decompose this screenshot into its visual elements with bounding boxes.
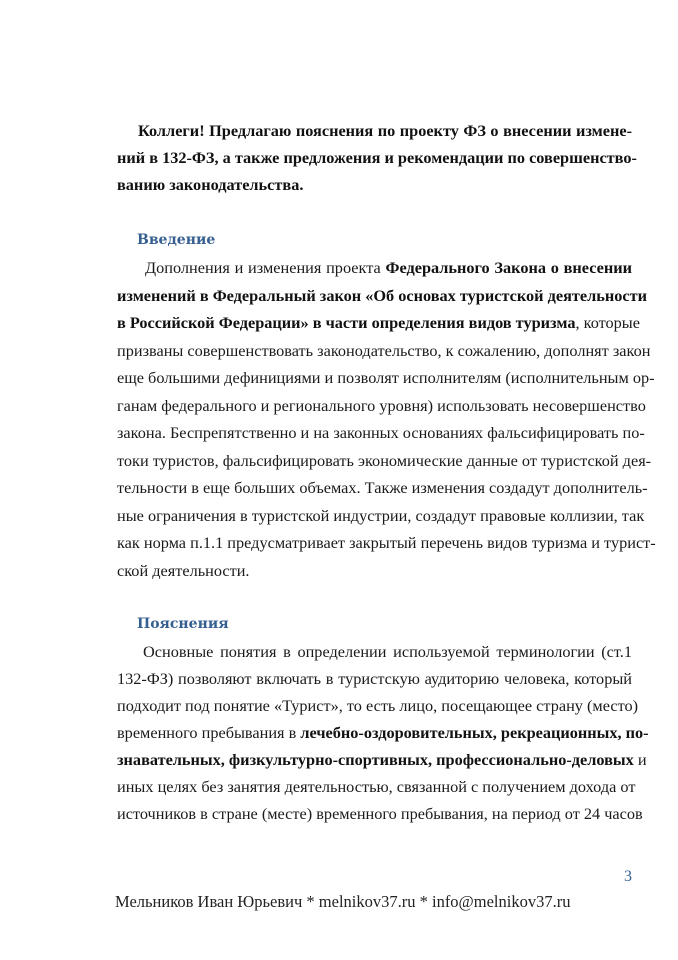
text: и [633, 750, 647, 769]
introduction-paragraph-line [117, 478, 648, 498]
bold-text: ванию законодательства. [117, 175, 304, 194]
intro-paragraph-line [117, 175, 632, 195]
text: еще большими дефинициями и позволят исполнителям (исполнительным ор- [117, 368, 655, 387]
explanations-paragraph-line [117, 696, 639, 716]
introduction-paragraph-line [145, 258, 632, 278]
introduction-paragraph-line [117, 340, 651, 361]
text: закона. Беспрепятственно и на законных основаниях фальсифицировать по- [117, 423, 645, 442]
page-footer: Мельников Иван Юрьевич * melnikov37.ru * info@melnikov37.ru [115, 892, 571, 911]
introduction-paragraph-line [117, 313, 640, 333]
introduction-paragraph-line [117, 423, 645, 443]
introduction-paragraph-line [117, 395, 646, 416]
text: 132-ФЗ) позволяют включать в туристскую аудиторию человека, который [117, 669, 632, 688]
explanations-paragraph-line [143, 642, 632, 662]
introduction-paragraph-line [117, 533, 656, 553]
explanations-paragraph-line [117, 804, 643, 824]
text: иных целях без занятия деятельностью, связанной с получением дохода от [117, 777, 636, 796]
text: , которые [575, 313, 640, 332]
introduction-paragraph-line [117, 285, 647, 306]
bold-text: знавательных, физкультурно-спортивных, профессионально-деловых [117, 750, 634, 769]
text: ные ограничения в туристской индустрии, создадут правовые коллизии, так [117, 505, 645, 525]
introduction-paragraph-line [117, 368, 655, 388]
bold-text: Федерального Закона о внесении [385, 258, 633, 277]
text: ганам федерального и регионального уровня) использовать несовершенство [117, 395, 646, 415]
bold-text: в Российской Федерации» в части определения видов туризма [117, 313, 576, 332]
text: Дополнения и изменения проекта [145, 258, 386, 277]
bold-text: изменений в Федеральный закон «Об основах туристской деятельности [117, 285, 647, 305]
bold-text: лечебно-оздоровительных, рекреационных, по- [300, 723, 649, 742]
explanations-paragraph-line [117, 750, 647, 770]
explanations-paragraph-line [117, 777, 636, 797]
bold-text: Коллеги! Предлагаю пояснения по проекту ФЗ о внесении измене- [138, 121, 632, 140]
introduction-paragraph-line [117, 561, 632, 581]
bold-text: ний в 132-ФЗ, а также предложения и рекомендации по совершенство- [117, 148, 637, 167]
explanations-paragraph-line [117, 723, 649, 743]
text: токи туристов, фальсифицировать экономические данные от туристской дея- [117, 450, 652, 470]
introduction-paragraph-line [117, 505, 645, 526]
introduction-paragraph-line [117, 450, 652, 471]
section-heading-explanations: Пояснения [137, 616, 229, 632]
section-heading-introduction: Введение [137, 232, 216, 248]
text: временного пребывания в [117, 723, 301, 742]
page-number: 3 [624, 868, 632, 885]
text: источников в стране (месте) временного пребывания, на период от 24 часов [117, 804, 643, 823]
text: подходит под понятие «Турист», то есть лицо, посещающее страну (место) [117, 696, 639, 715]
text: Основные понятия в определении используемой терминологии (ст.1 [143, 642, 632, 661]
text: призваны совершенствовать законодательство, к сожалению, дополнят закон [117, 340, 651, 360]
intro-paragraph-line [117, 148, 637, 168]
intro-paragraph-line [138, 121, 632, 141]
text: ской деятельности. [117, 560, 250, 580]
text: как норма п.1.1 предусматривает закрытый перечень видов туризма и турист- [117, 533, 656, 552]
text: тельности в еще больших объемах. Также изменения создадут дополнитель- [117, 478, 648, 497]
explanations-paragraph-line [117, 669, 632, 689]
